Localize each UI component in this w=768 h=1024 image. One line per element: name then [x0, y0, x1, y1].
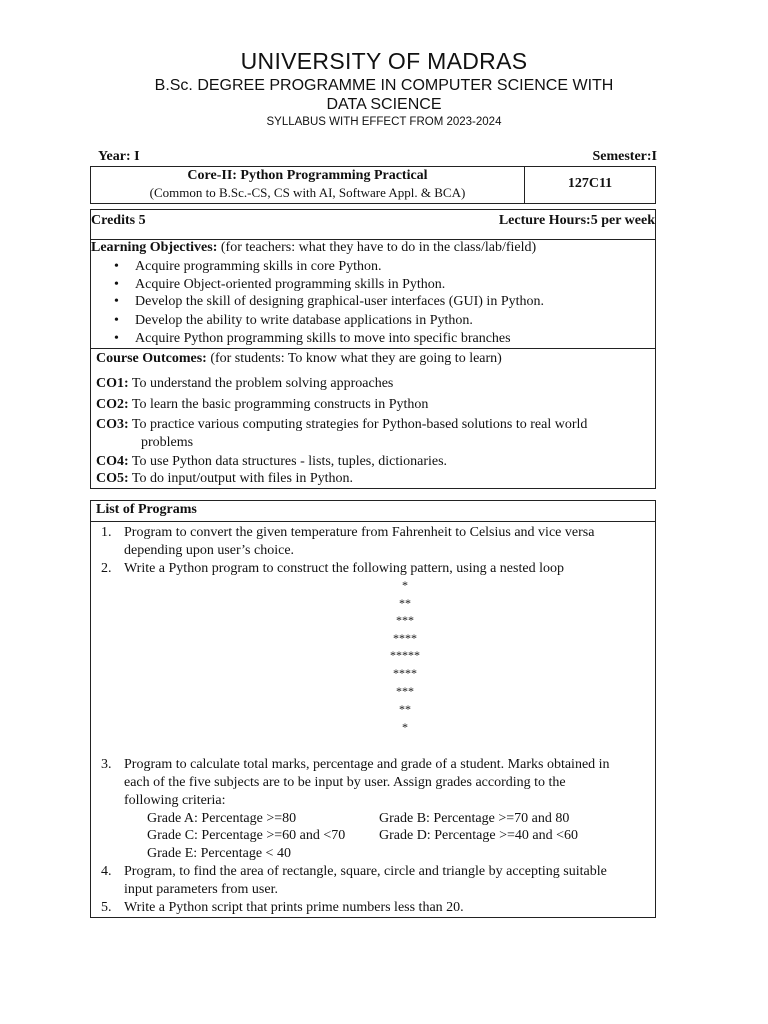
- course-code: 127C11: [567, 176, 613, 191]
- outcome-code: CO1:: [96, 376, 129, 391]
- learning-objectives-label: Learning Objectives:: [91, 240, 218, 255]
- divider: [90, 521, 656, 522]
- course-outcome-item: [96, 471, 647, 487]
- year-label: Year: I: [98, 149, 140, 164]
- outcome-text-continued: problems: [141, 435, 194, 450]
- outcome-code: CO4:: [96, 454, 129, 469]
- grade-criterion: Grade B: Percentage >=70 and 80: [379, 811, 570, 826]
- course-common-note: (Common to B.Sc.-CS, CS with AI, Software Appl. & BCA): [149, 185, 466, 200]
- program-text: Write a Python program to construct the following pattern, using a nested loop: [124, 561, 564, 576]
- program-list-heading: List of Programs: [96, 502, 197, 517]
- objective-item: • Acquire programming skills in core Python.: [135, 259, 382, 275]
- pattern-row: **: [399, 702, 411, 716]
- program-text: Write a Python script that prints prime numbers less than 20.: [124, 900, 464, 915]
- objective-item: • Develop the skill of designing graphical-user interfaces (GUI) in Python.: [135, 294, 544, 310]
- learning-objectives-heading: [91, 240, 536, 256]
- program-text: depending upon user’s choice.: [124, 543, 295, 558]
- syllabus-effect-line: SYLLABUS WITH EFFECT FROM 2023-2024: [266, 116, 502, 128]
- outcome-text: To do input/output with files in Python.: [131, 471, 354, 486]
- program-text: each of the five subjects are to be input by user. Assign grades according to the: [124, 775, 566, 790]
- pattern-row: ***: [396, 684, 414, 698]
- pattern-row: ****: [393, 666, 417, 680]
- outcome-text: To learn the basic programming constructs in Python: [131, 397, 429, 412]
- program-number: 1.: [101, 525, 112, 540]
- course-title: Core-II: Python Programming Practical: [187, 168, 428, 183]
- programme-title-line2: DATA SCIENCE: [326, 96, 442, 113]
- university-title: UNIVERSITY OF MADRAS: [240, 48, 528, 74]
- program-number: 5.: [101, 900, 112, 915]
- lecture-hours-label: Lecture Hours:5 per week: [498, 213, 655, 228]
- learning-objectives-note: (for teachers: what they have to do in the class/lab/field): [220, 240, 537, 255]
- program-text: Program to convert the given temperature from Fahrenheit to Celsius and vice versa: [124, 525, 595, 540]
- programme-title-line1: B.Sc. DEGREE PROGRAMME IN COMPUTER SCIENCE WITH: [154, 77, 614, 94]
- grade-criterion: Grade C: Percentage >=60 and <70: [147, 828, 346, 843]
- semester-label: Semester:I: [592, 149, 657, 164]
- program-text: Program to calculate total marks, percentage and grade of a student. Marks obtained in: [124, 757, 610, 772]
- course-outcomes-note: (for students: To know what they are going to learn): [210, 351, 502, 366]
- course-outcomes-heading: [96, 351, 502, 367]
- pattern-row: *: [402, 720, 408, 734]
- pattern-row: **: [399, 596, 411, 610]
- outcome-code: CO3:: [96, 417, 129, 432]
- divider: [90, 348, 656, 349]
- program-number: 3.: [101, 757, 112, 772]
- program-text: following criteria:: [124, 793, 226, 808]
- outcome-text: To understand the problem solving approaches: [131, 376, 394, 391]
- outcome-code: CO2:: [96, 397, 129, 412]
- objective-item: • Acquire Object-oriented programming skills in Python.: [135, 277, 445, 293]
- grade-criterion: Grade A: Percentage >=80: [147, 811, 297, 826]
- course-outcomes-label: Course Outcomes:: [96, 351, 207, 366]
- outcome-text: To practice various computing strategies for Python-based solutions to real world: [131, 417, 588, 432]
- program-text: Program, to find the area of rectangle, square, circle and triangle by accepting suitable: [124, 864, 607, 879]
- course-outcome-item: [96, 397, 647, 413]
- program-text: input parameters from user.: [124, 882, 278, 897]
- outcome-text: To use Python data structures - lists, tuples, dictionaries.: [131, 454, 448, 469]
- grade-criterion: Grade D: Percentage >=40 and <60: [379, 828, 579, 843]
- pattern-row: *****: [390, 648, 420, 662]
- program-number: 4.: [101, 864, 112, 879]
- credits-label: Credits 5: [91, 213, 146, 228]
- objective-item: • Acquire Python programming skills to move into specific branches: [135, 331, 511, 347]
- outcome-code: CO5:: [96, 471, 129, 486]
- pattern-row: *: [402, 578, 408, 592]
- pattern-row: ****: [393, 631, 417, 645]
- objective-item: • Develop the ability to write database applications in Python.: [135, 313, 473, 329]
- course-outcome-item: [96, 454, 647, 470]
- course-outcome-item: [96, 376, 647, 392]
- pattern-row: ***: [396, 613, 414, 627]
- program-number: 2.: [101, 561, 112, 576]
- grade-criterion: Grade E: Percentage < 40: [147, 846, 291, 861]
- course-outcome-item: [96, 417, 647, 433]
